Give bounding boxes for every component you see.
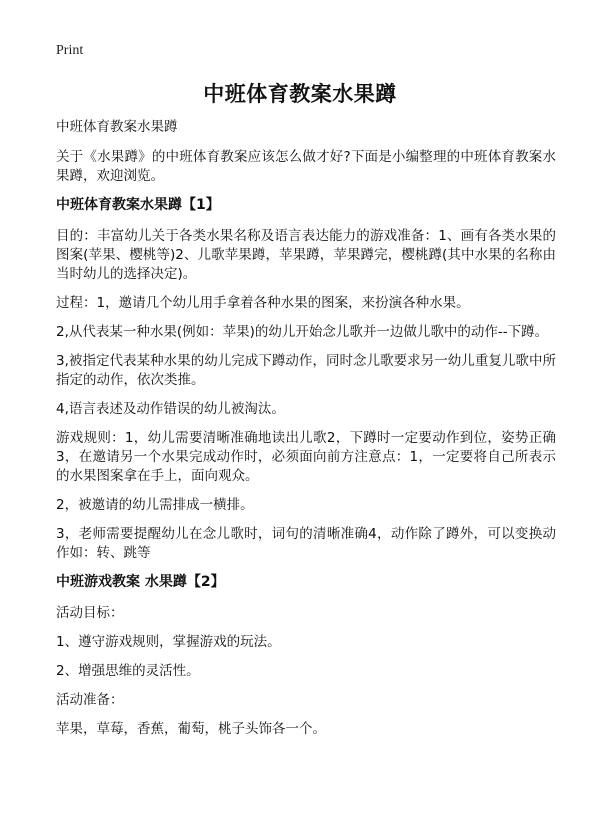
paragraph: 2、增强思维的灵活性。 [56,663,200,679]
paragraph: 活动准备： [56,692,124,708]
paragraph: 4,语言表述及动作错误的幼儿被淘汰。 [56,401,285,417]
print-link[interactable]: Print [56,43,84,58]
section-heading-2: 中班游戏教案 水果蹲【2】 [56,574,225,590]
intro-paragraph: 关于《水果蹲》的中班体育教案应该怎么做才好?下面是小编整理的中班体育教案水果蹲，欢迎浏览。 [56,149,556,184]
paragraph: 过程：1，邀请几个幼儿用手拿着各种水果的图案，来扮演各种水果。 [56,295,470,311]
article-body [56,118,556,749]
paragraph: 活动目标： [56,605,124,621]
paragraph: 目的：丰富幼儿关于各类水果名称及语言表达能力的游戏准备：1、画有各类水果的图案(苹果、樱桃等)2、儿歌苹果蹲，苹果蹲，苹果蹲完，樱桃蹲(其中水果的名称由当时幼儿的选择决定)。 [56,228,556,282]
article-subtitle: 中班体育教案水果蹲 [56,119,178,135]
paragraph: 苹果，草莓，香蕉，葡萄，桃子头饰各一个。 [56,721,326,737]
page-title: 中班体育教案水果蹲 [203,82,397,106]
paragraph: 2，被邀请的幼儿需排成一横排。 [56,497,254,513]
section-heading-1: 中班体育教案水果蹲【1】 [56,197,220,213]
paragraph: 3,被指定代表某种水果的幼儿完成下蹲动作，同时念儿歌要求另一幼儿重复儿歌中所指定的动作，依次类推。 [56,353,556,388]
paragraph: 1、遵守游戏规则，掌握游戏的玩法。 [56,634,281,650]
paragraph: 3，老师需要提醒幼儿在念儿歌时，词句的清晰准确4，动作除了蹲外，可以变换动作如：转、跳等 [56,526,556,561]
paragraph: 游戏规则：1，幼儿需要清晰准确地读出儿歌2，下蹲时一定要动作到位，姿势正确3，在邀请另一个水果完成动作时，必须面向前方注意点：1，一定要将自己所表示的水果图案拿在手上，面向观众。 [56,430,556,484]
paragraph: 2,从代表某一种水果(例如：苹果)的幼儿开始念儿歌并一边做儿歌中的动作--下蹲。 [56,324,549,340]
